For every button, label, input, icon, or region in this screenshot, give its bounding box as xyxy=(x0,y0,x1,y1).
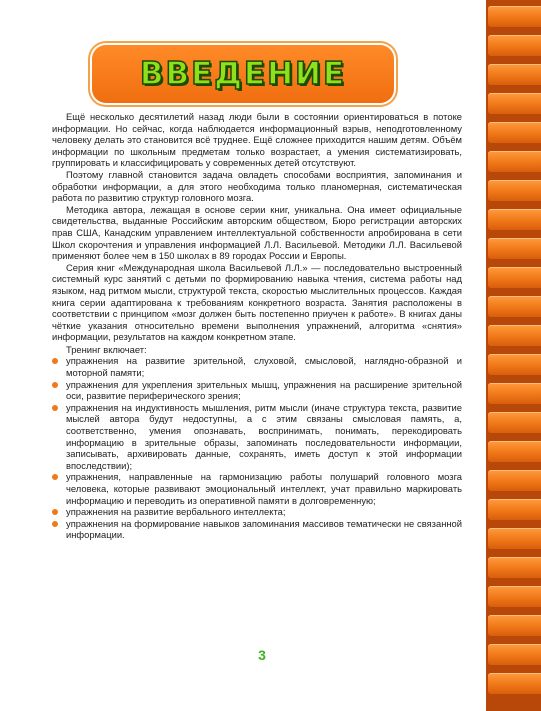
bullet-dot-icon xyxy=(52,509,58,515)
list-item xyxy=(52,506,462,518)
bullet-dot-icon xyxy=(52,382,58,388)
paragraph: Серия книг «Международная школа Васильевой Л.Л.» — последовательно выстроенный системный курс занятий с детьми по формированию навыка чтения, система работы над языком, над ритмом мысли, структурой текста, скоростью мыслительных процессов. Каждая книга серии адаптирована к требованиям конкретного возраста. Занятия расположены в соответствии с принципом «мозг должен быть постепенно приучен к работе». В книгах даны чёткие указания относительно времени выполнения упражнений, алгоритма «снятия» информации, результатов на каждом конкретном этапе. xyxy=(52,261,462,343)
list-item-text: упражнения, направленные на гармонизацию работы полушарий головного мозга человека, которые развивают эмоциональный интеллект, учат правильно маркировать информацию и переводить из оперативной памяти в долговременную; xyxy=(66,471,462,506)
paragraph: Ещё несколько десятилетий назад люди были в состоянии ориентироваться в потоке информации. Но сейчас, когда наблюдается информационный взрыв, неподготовленному человеку делать это становится всё труднее. Ещё сложнее приходится нашим детям. Объём информации по школьным предметам только возрастает, а умения систематизировать, группировать и классифицировать у современных детей отсутствуют. xyxy=(52,111,462,169)
list-item xyxy=(52,518,462,541)
page-title: ВВЕДЕНИЕ xyxy=(139,56,347,92)
bullet-dot-icon xyxy=(52,474,58,480)
bullet-dot-icon xyxy=(52,358,58,364)
bullet-dot-icon xyxy=(52,405,58,411)
list-item-text: упражнения на индуктивность мышления, ритм мысли (иначе структура текста, развитие мыслей автора будут недоступны, а с этим связаны смысловая память, а, соответственно, умения опознавать, воспринимать, понимать, перекодировать информацию в зрительные образы, запоминать последовательности информации, записывать, архивировать данные, сохранять, иметь доступ к этой информации впоследствии); xyxy=(66,401,462,471)
decorative-side-ribbon xyxy=(486,0,541,711)
list-item xyxy=(52,379,462,402)
body-text xyxy=(52,111,462,541)
title-banner xyxy=(92,45,394,103)
list-item xyxy=(52,355,462,378)
paragraph: Поэтому главной становится задача овладеть способами восприятия, запоминания и обработки информации, а для этого необходима только планомерная, систематическая работа по развитию структур головного мозга. xyxy=(52,168,462,204)
list-item-text: упражнения на формирование навыков запоминания массивов тематически не связанной информации. xyxy=(66,517,462,541)
list-item xyxy=(52,471,462,506)
paragraph: Методика автора, лежащая в основе серии книг, уникальна. Она имеет официальные свидетельства, выданные Российским авторским обществом, Бюро регистрации авторских прав США, Канадским управлением интеллектуальной собственности апробирована в сети Школ скорочтения и управления информацией Л.Л. Васильевой. Методики Л.Л. Васильевой применяют более чем в 150 школах в 89 городах России и Европы. xyxy=(52,203,462,262)
bullet-dot-icon xyxy=(52,521,58,527)
list-item-text: упражнения на развитие вербального интеллекта; xyxy=(66,506,286,518)
list-item-text: упражнения для укрепления зрительных мышц, упражнения на расширение зрительной оси, развитие периферического зрения; xyxy=(66,378,462,402)
training-intro: Тренинг включает: xyxy=(66,343,147,355)
page-number: 3 xyxy=(258,647,266,663)
list-item-text: упражнения на развитие зрительной, слуховой, смысловой, наглядно-образной и моторной памяти; xyxy=(66,355,462,379)
training-list xyxy=(52,355,462,541)
list-item xyxy=(52,402,462,472)
